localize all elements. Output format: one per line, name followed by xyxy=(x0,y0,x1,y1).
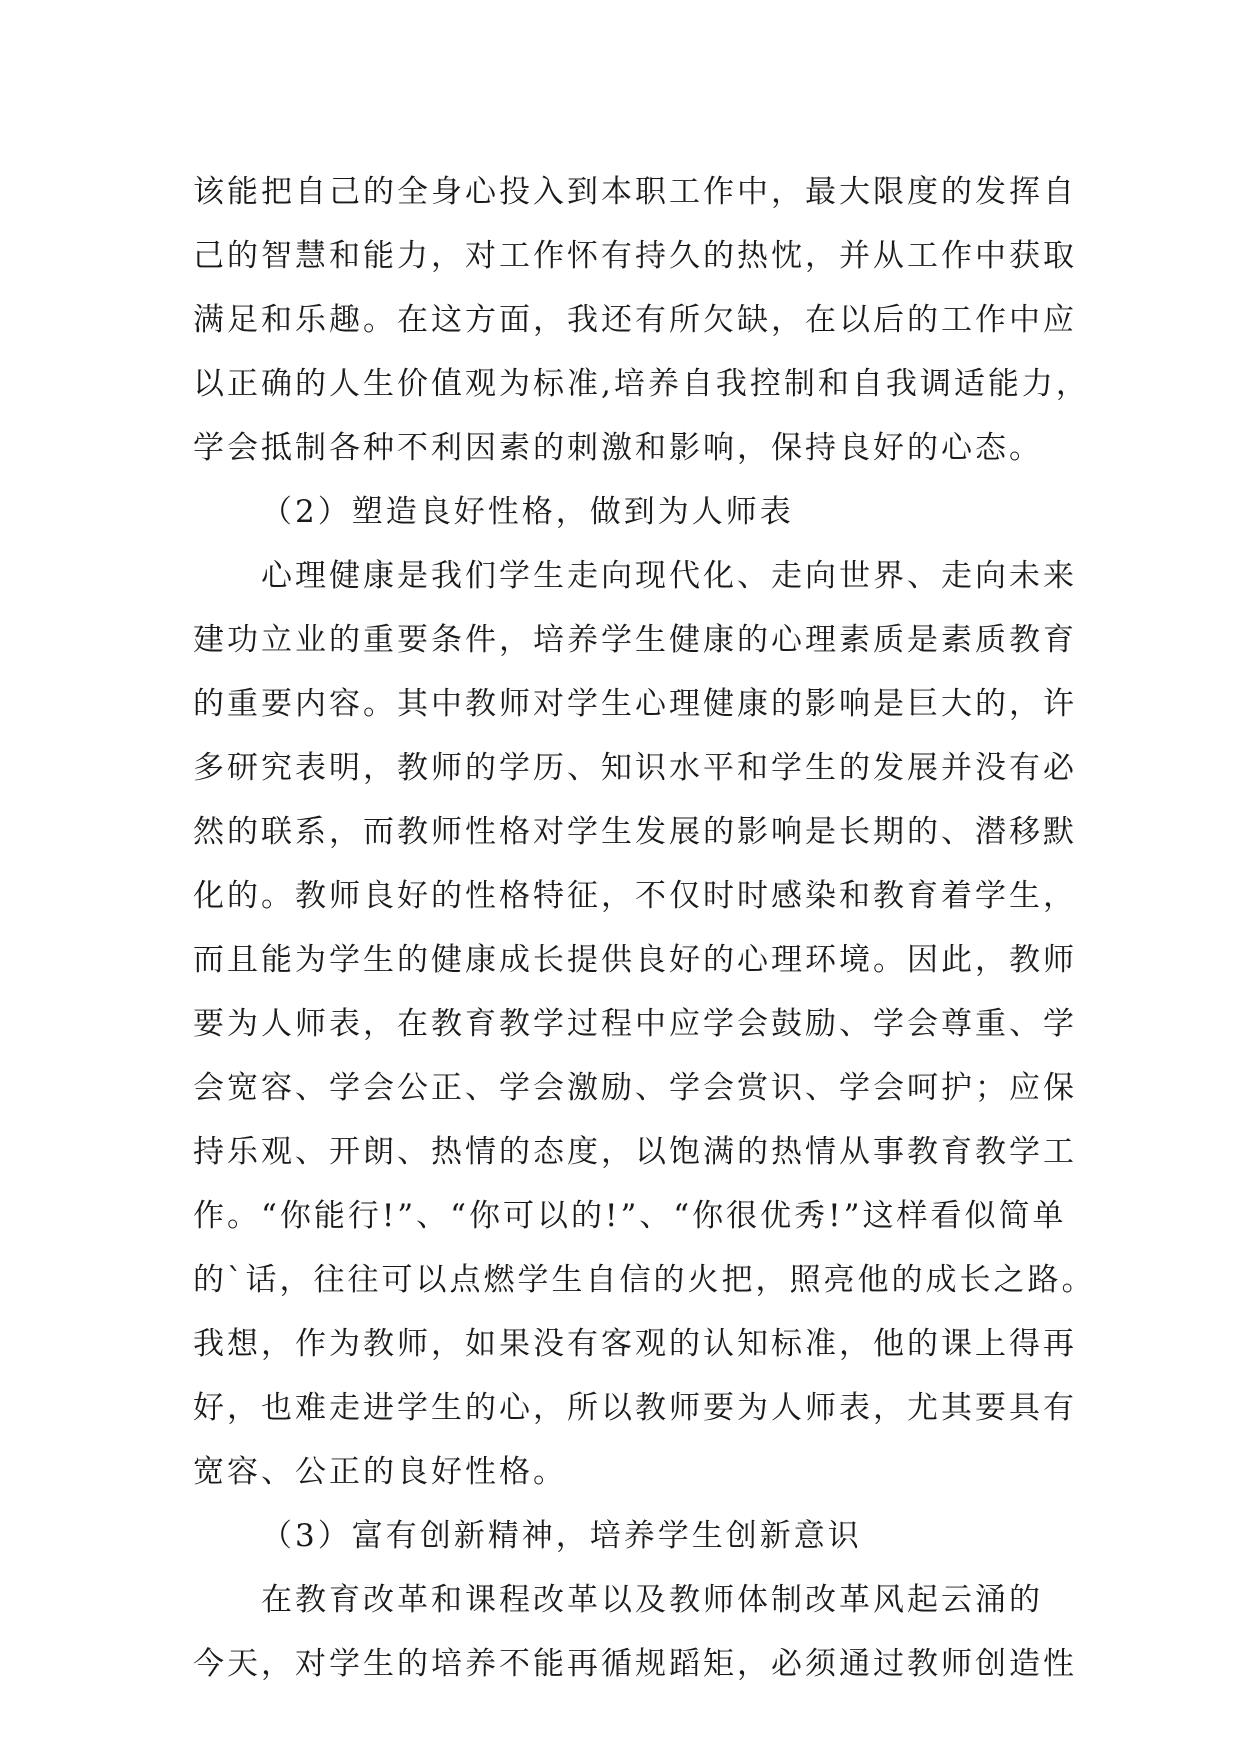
text-line: 建功立业的重要条件，培养学生健康的心理素质是素质教育 xyxy=(193,622,1077,658)
text-line: 作。“你能行!”、“你可以的!”、“你很优秀!”这样看似简单 xyxy=(193,1198,1067,1234)
paragraph-start-line: （3）富有创新精神，培养学生创新意识 xyxy=(261,1518,862,1554)
text-line: 宽容、公正的良好性格。 xyxy=(193,1454,567,1490)
text-line: 满足和乐趣。在这方面，我还有所欠缺，在以后的工作中应 xyxy=(193,302,1077,338)
text-line: 己的智慧和能力，对工作怀有持久的热忱，并从工作中获取 xyxy=(193,238,1077,274)
text-line: 好，也难走进学生的心，所以教师要为人师表，尤其要具有 xyxy=(193,1390,1077,1426)
text-line: 的重要内容。其中教师对学生心理健康的影响是巨大的，许 xyxy=(193,686,1077,722)
text-line: 持乐观、开朗、热情的态度，以饱满的热情从事教育教学工 xyxy=(193,1134,1077,1170)
text-line: 该能把自己的全身心投入到本职工作中，最大限度的发挥自 xyxy=(193,174,1077,210)
text-line: 要为人师表，在教育教学过程中应学会鼓励、学会尊重、学 xyxy=(193,1006,1077,1042)
text-line: 今天，对学生的培养不能再循规蹈矩，必须通过教师创造性 xyxy=(193,1646,1077,1682)
text-line: 以正确的人生价值观为标准,培养自我控制和自我调适能力， xyxy=(193,366,1090,402)
text-line: 的`话，往往可以点燃学生自信的火把，照亮他的成长之路。 xyxy=(193,1262,1096,1298)
paragraph-start-line: 心理健康是我们学生走向现代化、走向世界、走向未来 xyxy=(261,558,1077,594)
text-line: 学会抵制各种不利因素的刺激和影响，保持良好的心态。 xyxy=(193,430,1043,466)
paragraph-start-line: 在教育改革和课程改革以及教师体制改革风起云涌的 xyxy=(261,1582,1043,1618)
text-line: 然的联系，而教师性格对学生发展的影响是长期的、潜移默 xyxy=(193,814,1077,850)
text-line: 会宽容、学会公正、学会激励、学会赏识、学会呵护；应保 xyxy=(193,1070,1077,1106)
text-line: 多研究表明，教师的学历、知识水平和学生的发展并没有必 xyxy=(193,750,1077,786)
text-line: 化的。教师良好的性格特征，不仅时时感染和教育着学生， xyxy=(193,878,1077,914)
document-body xyxy=(193,160,1096,1696)
paragraph-start-line: （2）塑造良好性格，做到为人师表 xyxy=(261,494,794,530)
text-line: 而且能为学生的健康成长提供良好的心理环境。因此，教师 xyxy=(193,942,1077,978)
text-line: 我想，作为教师，如果没有客观的认知标准，他的课上得再 xyxy=(193,1326,1077,1362)
